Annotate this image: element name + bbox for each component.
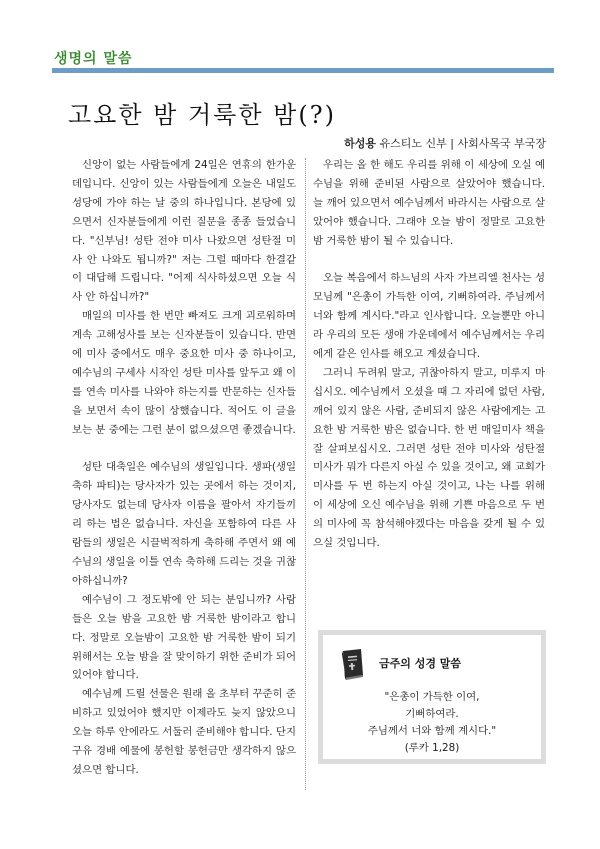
- weekly-verse-panel: [323, 635, 541, 759]
- paragraph: 그러니 두려워 말고, 귀찮아하지 말고, 미루지 마십시오. 예수님께서 오셨을 때 그 자리에 없던 사람, 깨어 있지 않은 사람, 준비되지 않은 사람에게는 고요한 밤 거룩한 밤은 없습니다. 한 번 매일미사 책을 잘 살펴보십시오. 그러면 성탄 전야 미사와 성탄절 미사가 뭐가 다른지 아실 수 있을 것이고, 왜 교회가 미사를 두 번 하는지 아실 것이고, 나는 나를 위해 이 세상에 오신 예수님을 위해 기쁜 마음으로 두 번의 미사에 꼭 참석해야겠다는 마음을 갖게 될 수 있으실 것입니다.: [313, 366, 545, 550]
- verse-reference: (루카 1,28): [404, 742, 460, 754]
- paragraph: 예수님이 그 정도밖에 안 되는 분입니까? 사람들은 오늘 밤을 고요한 밤 거룩한 밤이라고 합니다. 정말로 오늘밤이 고요한 밤 거룩한 밤이 되기 위해서는 오늘 밤을 잘 맞이하기 위한 준비가 되어 있어야 합니다.: [72, 593, 296, 682]
- right-column: [313, 156, 545, 553]
- author-name: 하성용: [344, 137, 377, 150]
- section-label: 생명의 말씀: [54, 51, 133, 67]
- column-divider: [305, 158, 306, 790]
- paragraph: 우리는 올 한 해도 우리를 위해 이 세상에 오실 예수님을 위해 준비된 사람으로 살았어야 했습니다. 늘 깨어 있으면서 예수님께서 바라시는 사람으로 살았어야 했습니다. 그래야 오늘 밤이 정말로 고요한 밤 거룩한 밤이 될 수 있습니다.: [313, 159, 545, 247]
- byline: [344, 135, 546, 151]
- paragraph: 예수님께 드릴 선물은 원래 올 초부터 꾸준히 준비하고 있었어야 했지만 이제라도 늦지 않았으니 오늘 하루 안에라도 서둘러 준비해야 합니다. 단지 구유 경배 예물에 봉헌할 봉헌금만 생각하지 않으셨으면 합니다.: [72, 688, 296, 776]
- paragraph: 성탄 대축일은 예수님의 생일입니다. 생파(생일 축하 파티)는 당사자가 있는 곳에서 하는 것이지, 당사자도 없는데 당사자 이름을 팔아서 자기들끼리 하는 법은 없습니다. 자신을 포함하여 다른 사람들의 생일은 시끌벅적하게 축하해 주면서 왜 예수님의 생일을 이틀 연속 축하해 드리는 것을 귀찮아하십니까?: [72, 461, 296, 587]
- article-title: 고요한 밤 거룩한 밤(?): [68, 101, 336, 129]
- author-role: 유스티노 신부 | 사회사목국 부국장: [379, 137, 546, 150]
- verse-text: [333, 689, 531, 757]
- paragraph: 신앙이 없는 사람들에게 24일은 연휴의 한가운데입니다. 신앙이 있는 사람들에게 오늘은 내일도 성당에 가야 하는 날 중의 하나입니다. 본당에 있으면서 신자분들에게 이런 질문을 종종 들었습니다. "신부님! 성탄 전야 미사 나왔으면 성탄절 미사 안 나와도 됩니까?" 저는 그럴 때마다 한결같이 대답해 드립니다. "어제 식사하셨으면 오늘 식사 안 하십니까?": [72, 159, 296, 304]
- left-column: [72, 156, 296, 780]
- section-rule: [52, 68, 554, 73]
- verse-line: 기뻐하여라.: [405, 708, 459, 720]
- verse-line: 주님께서 너와 함께 계시다.": [367, 725, 497, 737]
- verse-box-title: 금주의 성경 말씀: [379, 657, 462, 670]
- paragraph-gap: [313, 251, 545, 270]
- verse-line: "은총이 가득한 이여,: [384, 691, 480, 703]
- weekly-verse-box: [318, 630, 546, 764]
- bible-book-icon: [337, 647, 367, 681]
- paragraph: 매일의 미사를 한 번만 빠져도 크게 괴로워하며 계속 고해성사를 보는 신자분들이 있습니다. 반면에 미사 중에서도 매우 중요한 미사 중 하나이고, 예수님의 구세사 시작인 성탄 미사를 앞두고 왜 이를 연속 미사를 나와야 하는지를 반문하는 신자들을 보면서 속이 많이 상했습니다. 적어도 이 글을 보는 분 중에는 그런 분이 없으셨으면 좋겠습니다.: [72, 310, 296, 436]
- paragraph: 오늘 복음에서 하느님의 사자 가브리엘 천사는 성모님께 "은총이 가득한 이여, 기뻐하여라. 주님께서 너와 함께 계시다."라고 인사합니다. 오늘뿐만 아니라 우리의 모든 생애 가운데에서 예수님께서는 우리에게 같은 인사를 해오고 계셨습니다.: [313, 272, 545, 361]
- paragraph-gap: [72, 440, 296, 459]
